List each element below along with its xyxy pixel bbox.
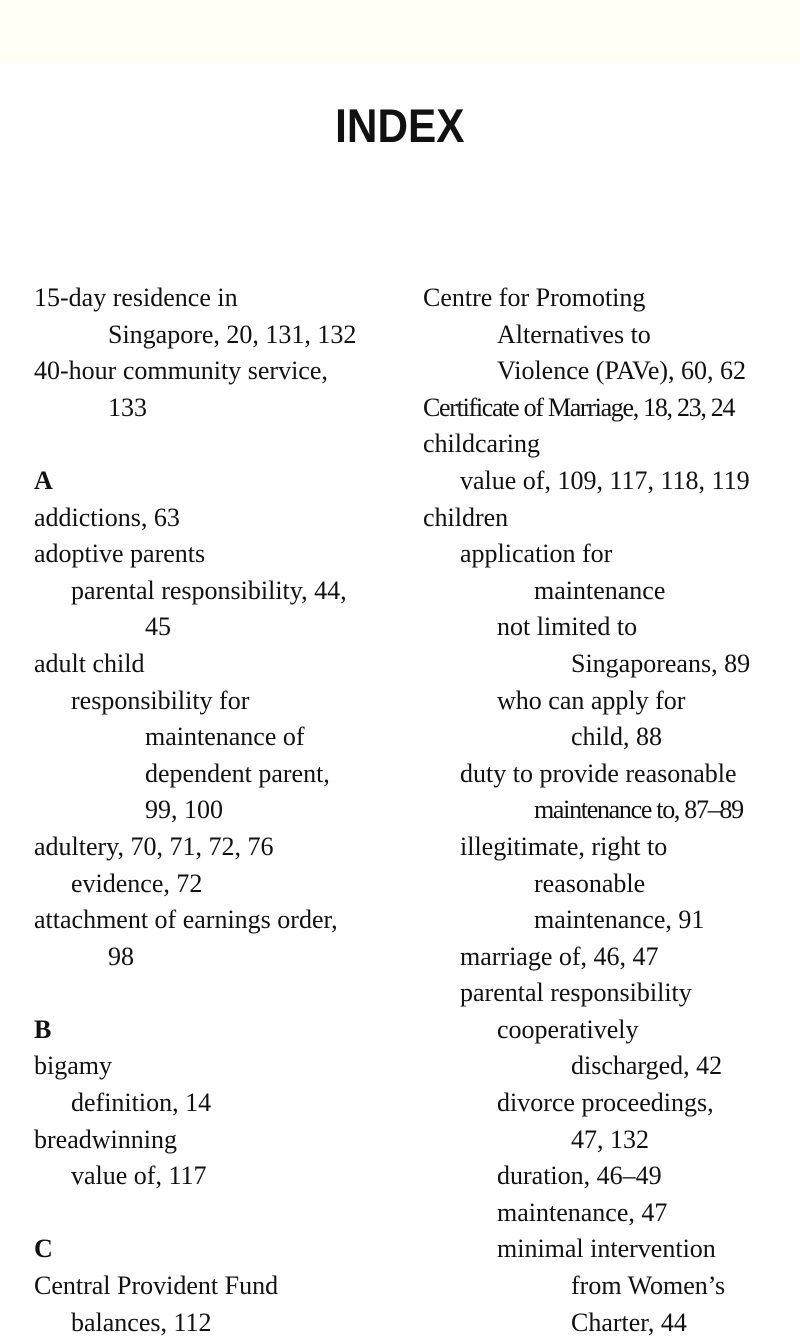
- index-entry-text: 133: [108, 392, 147, 422]
- index-column-left: [34, 280, 414, 1341]
- index-entry-text: B: [34, 1014, 52, 1044]
- index-entry: [34, 536, 414, 573]
- index-entry-text: bigamy: [34, 1051, 112, 1081]
- index-entry: [34, 756, 414, 793]
- index-entry-text: duration, 46–49: [497, 1161, 662, 1191]
- blank-line: [34, 975, 414, 1012]
- index-entry-text: not limited to: [497, 612, 638, 642]
- index-entry: [423, 1268, 800, 1305]
- blank-line: [34, 1195, 414, 1232]
- index-entry: [34, 683, 414, 720]
- index-entry: [34, 390, 414, 427]
- index-entry: [34, 1085, 414, 1122]
- index-entry: [423, 756, 800, 793]
- index-entry-text: attachment of earnings order,: [34, 905, 338, 935]
- index-entry-text: divorce proceedings,: [497, 1088, 714, 1118]
- index-entry: [423, 975, 800, 1012]
- index-column-right: [423, 280, 800, 1341]
- index-entry-text: 40-hour community service,: [34, 356, 328, 386]
- index-entry: [34, 1048, 414, 1085]
- index-entry-text: maintenance of: [145, 722, 305, 752]
- index-entry-text: Singapore, 20, 131, 132: [108, 319, 357, 349]
- index-entry: [423, 317, 800, 354]
- index-entry: [423, 353, 800, 390]
- index-entry-text: child, 88: [571, 722, 662, 752]
- index-entry: [34, 829, 414, 866]
- index-entry: [423, 902, 800, 939]
- index-entry: [34, 573, 414, 610]
- index-entry-text: minimal intervention: [497, 1234, 716, 1264]
- index-entry: [423, 1012, 800, 1049]
- index-entry: [423, 792, 800, 829]
- index-entry: [34, 902, 414, 939]
- index-entry-text: Certificate of Marriage, 18, 23, 24: [423, 392, 735, 422]
- page-title: [0, 98, 800, 154]
- index-entry: [423, 683, 800, 720]
- index-entry-text: Central Provident Fund: [34, 1271, 279, 1301]
- index-entry-text: adultery, 70, 71, 72, 76: [34, 831, 274, 861]
- index-entry-text: balances, 112: [71, 1307, 212, 1337]
- index-entry: [423, 1195, 800, 1232]
- index-entry: [423, 1085, 800, 1122]
- index-entry-text: responsibility for: [71, 685, 250, 715]
- index-entry-text: illegitimate, right to: [460, 831, 668, 861]
- index-entry-text: maintenance, 47: [497, 1197, 668, 1227]
- index-entry: [423, 609, 800, 646]
- top-margin-band: [0, 0, 800, 62]
- index-entry-text: parental responsibility: [460, 978, 692, 1008]
- index-entry-text: 47, 132: [571, 1124, 649, 1154]
- index-entry-text: discharged, 42: [571, 1051, 723, 1081]
- index-entry-text: Alternatives to: [497, 319, 651, 349]
- index-entry-text: maintenance, 91: [534, 905, 705, 935]
- index-entry-text: parental responsibility, 44,: [71, 575, 347, 605]
- index-entry-text: application for: [460, 539, 613, 569]
- index-entry-text: C: [34, 1234, 53, 1264]
- index-entry-text: definition, 14: [71, 1088, 212, 1118]
- index-entry: [423, 500, 800, 537]
- index-entry-text: children: [423, 502, 509, 532]
- index-entry-text: breadwinning: [34, 1124, 177, 1154]
- index-entry-text: Charter, 44: [571, 1307, 687, 1337]
- index-entry: [423, 1231, 800, 1268]
- index-entry-text: Violence (PAVe), 60, 62: [497, 356, 747, 386]
- index-letter-heading: [34, 463, 414, 500]
- blank-line: [34, 426, 414, 463]
- index-entry: [423, 280, 800, 317]
- index-entry-text: value of, 117: [71, 1161, 207, 1191]
- index-entry-text: 99, 100: [145, 795, 223, 825]
- index-entry-text: Centre for Promoting: [423, 283, 646, 312]
- index-entry: [34, 1268, 414, 1305]
- index-entry-text: cooperatively: [497, 1014, 639, 1044]
- index-entry-text: adoptive parents: [34, 539, 206, 569]
- index-entry: [423, 536, 800, 573]
- index-entry-text: A: [34, 465, 53, 495]
- index-entry: [423, 1158, 800, 1195]
- index-entry: [423, 1048, 800, 1085]
- index-entry-text: value of, 109, 117, 118, 119: [460, 465, 750, 495]
- index-entry: [423, 646, 800, 683]
- index-entry: [34, 317, 414, 354]
- index-letter-heading: [34, 1012, 414, 1049]
- index-entry-text: evidence, 72: [71, 868, 203, 898]
- index-entry: [34, 866, 414, 903]
- index-entry-text: from Women’s: [571, 1271, 726, 1301]
- page-title-text: INDEX: [335, 99, 465, 152]
- index-entry-text: adult child: [34, 648, 145, 678]
- index-entry: [34, 1122, 414, 1159]
- index-entry-text: dependent parent,: [145, 758, 330, 788]
- index-letter-heading: [34, 1231, 414, 1268]
- index-entry: [423, 390, 800, 427]
- index-entry-text: childcaring: [423, 429, 540, 459]
- index-entry: [423, 939, 800, 976]
- index-entry-text: addictions, 63: [34, 502, 180, 532]
- index-entry: [34, 719, 414, 756]
- index-entry-text: maintenance to, 87–89: [534, 795, 743, 825]
- index-entry: [34, 353, 414, 390]
- index-entry: [423, 463, 800, 500]
- index-entry: [34, 609, 414, 646]
- index-entry: [423, 719, 800, 756]
- index-entry-text: duty to provide reasonable: [460, 758, 737, 788]
- index-entry: [423, 573, 800, 610]
- index-entry: [34, 280, 414, 317]
- index-entry: [34, 939, 414, 976]
- index-entry-text: reasonable: [534, 868, 646, 898]
- index-entry-text: maintenance: [534, 575, 666, 605]
- index-entry: [423, 426, 800, 463]
- index-entry: [34, 1158, 414, 1195]
- index-entry: [423, 866, 800, 903]
- index-entry-text: 15-day residence in: [34, 283, 238, 312]
- index-entry: [423, 1122, 800, 1159]
- index-entry-text: Singaporeans, 89: [571, 648, 751, 678]
- index-entry-text: 45: [145, 612, 171, 642]
- index-entry-text: who can apply for: [497, 685, 686, 715]
- index-entry: [34, 500, 414, 537]
- index-entry: [423, 829, 800, 866]
- index-entry-text: 98: [108, 941, 134, 971]
- index-entry: [34, 646, 414, 683]
- index-entry-text: marriage of, 46, 47: [460, 941, 659, 971]
- index-entry: [34, 792, 414, 829]
